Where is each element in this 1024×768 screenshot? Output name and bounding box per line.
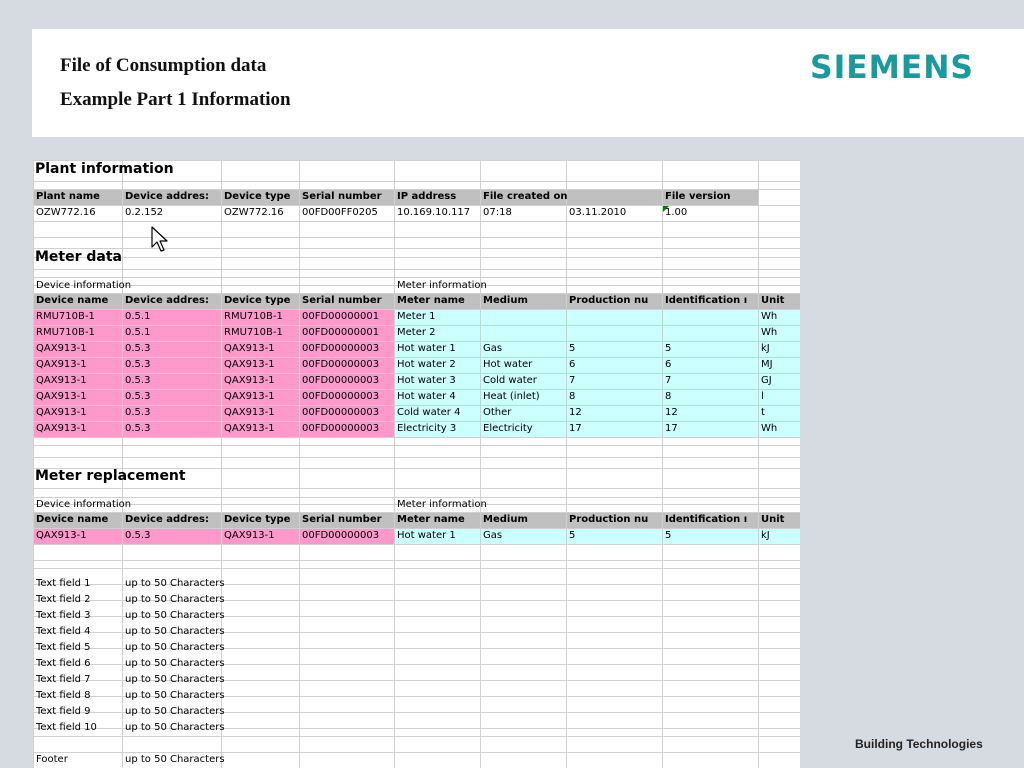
- meter-data-cell[interactable]: Hot water 4: [397, 391, 456, 402]
- meter-data-cell[interactable]: 8: [665, 391, 672, 402]
- footer-value[interactable]: up to 50 Characters: [125, 754, 225, 765]
- text-field-label[interactable]: Text field 10: [36, 722, 97, 733]
- meter-header-cell[interactable]: Meter name: [397, 295, 465, 306]
- meter-data-cell[interactable]: QAX913-1: [224, 375, 275, 386]
- meter-header-cell[interactable]: Medium: [483, 295, 528, 306]
- meter-data-cell[interactable]: 17: [569, 423, 582, 434]
- meter-data-cell[interactable]: 00FD00000001: [302, 327, 380, 338]
- replacement-data-cell[interactable]: Hot water 1: [397, 530, 456, 541]
- meter-data-cell[interactable]: 0.5.3: [125, 343, 151, 354]
- device-information-label: Device information: [36, 280, 132, 291]
- meter-data-cell[interactable]: 0.5.3: [125, 359, 151, 370]
- text-field-label[interactable]: Text field 3: [36, 610, 91, 621]
- plant-value-cell[interactable]: OZW772.16: [224, 207, 284, 218]
- meter-data-cell[interactable]: QAX913-1: [36, 343, 87, 354]
- meter-data-cell[interactable]: QAX913-1: [224, 343, 275, 354]
- meter-header-cell[interactable]: Device type: [224, 295, 291, 306]
- meter-data-cell[interactable]: 17: [665, 423, 678, 434]
- meter-data-cell[interactable]: 5: [665, 343, 672, 354]
- plant-value-cell[interactable]: 07:18: [483, 207, 512, 218]
- meter-data-cell[interactable]: QAX913-1: [36, 391, 87, 402]
- replacement-header-cell[interactable]: Device name: [36, 514, 109, 525]
- plant-header-cell[interactable]: File version: [665, 191, 731, 202]
- plant-value-cell[interactable]: OZW772.16: [36, 207, 96, 218]
- meter-data-cell[interactable]: 7: [569, 375, 576, 386]
- meter-data-cell[interactable]: QAX913-1: [36, 423, 87, 434]
- meter-data-cell[interactable]: Wh: [761, 327, 778, 338]
- plant-value-cell[interactable]: 03.11.2010: [569, 207, 627, 218]
- footer-brand: Building Technologies: [855, 737, 983, 751]
- mouse-pointer-icon: [151, 226, 169, 254]
- plant-information-title: Plant information: [35, 161, 174, 177]
- meter-data-cell[interactable]: 5: [569, 343, 576, 354]
- text-field-value[interactable]: up to 50 Characters: [125, 610, 225, 621]
- plant-header-cell[interactable]: IP address: [397, 191, 457, 202]
- meter-data-cell[interactable]: 0.5.3: [125, 407, 151, 418]
- meter-data-cell[interactable]: RMU710B-1: [224, 311, 283, 322]
- slide-subtitle: Example Part 1 Information: [60, 89, 291, 110]
- meter-data-cell[interactable]: QAX913-1: [36, 407, 87, 418]
- meter-data-cell[interactable]: RMU710B-1: [36, 327, 95, 338]
- meter-data-cell[interactable]: 0.5.1: [125, 311, 151, 322]
- meter-header-cell[interactable]: Serial number: [302, 295, 382, 306]
- meter-data-cell[interactable]: 00FD00000003: [302, 359, 380, 370]
- meter-data-cell[interactable]: QAX913-1: [36, 375, 87, 386]
- text-field-value[interactable]: up to 50 Characters: [125, 578, 225, 589]
- meter-data-cell[interactable]: Cold water 4: [397, 407, 461, 418]
- meter-data-cell[interactable]: QAX913-1: [224, 359, 275, 370]
- meter-data-cell[interactable]: GJ: [761, 375, 772, 386]
- meter-header-cell[interactable]: Device name: [36, 295, 109, 306]
- meter-data-cell[interactable]: Meter 2: [397, 327, 436, 338]
- meter-data-cell[interactable]: Hot water 1: [397, 343, 456, 354]
- text-field-label[interactable]: Text field 1: [36, 578, 91, 589]
- meter-data-cell[interactable]: 12: [665, 407, 678, 418]
- meter-data-cell[interactable]: 0.5.1: [125, 327, 151, 338]
- replacement-header-cell[interactable]: Serial number: [302, 514, 382, 525]
- siemens-logo: SIEMENS: [810, 48, 974, 86]
- replacement-header-cell[interactable]: Device type: [224, 514, 291, 525]
- meter-data-cell[interactable]: Wh: [761, 311, 778, 322]
- plant-value-cell[interactable]: 0.2.152: [125, 207, 164, 218]
- meter-data-cell[interactable]: 6: [569, 359, 576, 370]
- meter-data-cell[interactable]: 0.5.3: [125, 375, 151, 386]
- plant-value-cell[interactable]: 1.00: [665, 207, 688, 218]
- plant-value-cell[interactable]: 10.169.10.117: [397, 207, 471, 218]
- plant-value-cell[interactable]: 00FD00FF0205: [302, 207, 378, 218]
- meter-data-cell[interactable]: Meter 1: [397, 311, 436, 322]
- meter-data-cell[interactable]: MJ: [761, 359, 773, 370]
- text-field-value[interactable]: up to 50 Characters: [125, 642, 225, 653]
- text-field-label[interactable]: Text field 5: [36, 642, 91, 653]
- replacement-data-cell[interactable]: Gas: [483, 530, 503, 541]
- meter-data-cell[interactable]: QAX913-1: [36, 359, 87, 370]
- replacement-header-cell[interactable]: Identification ı: [665, 514, 748, 525]
- meter-data-cell[interactable]: 00FD00000003: [302, 407, 380, 418]
- meter-data-cell[interactable]: 00FD00000003: [302, 391, 380, 402]
- meter-data-cell[interactable]: 0.5.3: [125, 423, 151, 434]
- replacement-data-cell[interactable]: 0.5.3: [125, 530, 151, 541]
- text-field-label[interactable]: Text field 8: [36, 690, 91, 701]
- text-field-value[interactable]: up to 50 Characters: [125, 722, 225, 733]
- meter-information-label: Meter information: [397, 280, 487, 291]
- replacement-data-cell[interactable]: 00FD00000003: [302, 530, 380, 541]
- text-field-value[interactable]: up to 50 Characters: [125, 690, 225, 701]
- meter-data-cell[interactable]: Heat (inlet): [483, 391, 540, 402]
- meter-data-cell[interactable]: 7: [665, 375, 672, 386]
- text-field-value[interactable]: up to 50 Characters: [125, 674, 225, 685]
- meter-data-cell[interactable]: 00FD00000003: [302, 343, 380, 354]
- replacement-data-cell[interactable]: QAX913-1: [224, 530, 275, 541]
- replacement-header-cell[interactable]: Medium: [483, 514, 528, 525]
- meter-data-cell[interactable]: Hot water 3: [397, 375, 456, 386]
- meter-header-cell[interactable]: Unit: [761, 295, 785, 306]
- meter-data-cell[interactable]: t: [761, 407, 765, 418]
- text-field-label[interactable]: Text field 2: [36, 594, 91, 605]
- plant-header-cell[interactable]: Device type: [224, 191, 291, 202]
- meter-data-cell[interactable]: Other: [483, 407, 512, 418]
- meter-data-cell[interactable]: kJ: [761, 343, 770, 354]
- footer-label[interactable]: Footer: [36, 754, 68, 765]
- text-field-value[interactable]: up to 50 Characters: [125, 658, 225, 669]
- meter-data-cell[interactable]: Hot water 2: [397, 359, 456, 370]
- meter-data-cell[interactable]: Electricity: [483, 423, 533, 434]
- meter-data-cell[interactable]: Gas: [483, 343, 503, 354]
- meter-data-cell[interactable]: l: [761, 391, 764, 402]
- replacement-data-cell[interactable]: QAX913-1: [36, 530, 87, 541]
- meter-data-cell[interactable]: 6: [665, 359, 672, 370]
- meter-data-cell[interactable]: Cold water: [483, 375, 537, 386]
- meter-data-cell[interactable]: QAX913-1: [224, 391, 275, 402]
- slide-header: [32, 29, 1024, 137]
- replacement-data-cell[interactable]: 5: [665, 530, 672, 541]
- replacement-header-cell[interactable]: Device addres:: [125, 514, 209, 525]
- meter-data-title: Meter data: [35, 249, 123, 265]
- meter-header-cell[interactable]: Production nu: [569, 295, 649, 306]
- meter-data-cell[interactable]: 00FD00000003: [302, 423, 380, 434]
- text-field-label[interactable]: Text field 6: [36, 658, 91, 669]
- plant-header-cell[interactable]: File created on: [483, 191, 568, 202]
- replacement-data-cell[interactable]: kJ: [761, 530, 770, 541]
- plant-header-cell[interactable]: Serial number: [302, 191, 382, 202]
- text-field-value[interactable]: up to 50 Characters: [125, 626, 225, 637]
- meter-data-cell[interactable]: Hot water: [483, 359, 533, 370]
- plant-header-cell[interactable]: Plant name: [36, 191, 100, 202]
- text-field-label[interactable]: Text field 9: [36, 706, 91, 717]
- replacement-header-cell[interactable]: Meter name: [397, 514, 465, 525]
- meter-data-cell[interactable]: QAX913-1: [224, 423, 275, 434]
- text-field-value[interactable]: up to 50 Characters: [125, 706, 225, 717]
- meter-data-cell[interactable]: 8: [569, 391, 576, 402]
- plant-header-cell[interactable]: Device addres:: [125, 191, 209, 202]
- slide-title: File of Consumption data: [60, 55, 267, 76]
- meter-data-cell[interactable]: 0.5.3: [125, 391, 151, 402]
- meter-data-cell[interactable]: Wh: [761, 423, 778, 434]
- text-field-label[interactable]: Text field 7: [36, 674, 91, 685]
- text-field-label[interactable]: Text field 4: [36, 626, 91, 637]
- meter-data-cell[interactable]: 12: [569, 407, 582, 418]
- meter-replacement-title: Meter replacement: [35, 468, 186, 484]
- replacement-data-cell[interactable]: 5: [569, 530, 576, 541]
- spreadsheet[interactable]: [33, 160, 800, 768]
- meter-data-cell[interactable]: RMU710B-1: [36, 311, 95, 322]
- meter-header-cell[interactable]: Device addres:: [125, 295, 209, 306]
- text-field-value[interactable]: up to 50 Characters: [125, 594, 225, 605]
- meter-data-cell[interactable]: RMU710B-1: [224, 327, 283, 338]
- meter-data-cell[interactable]: QAX913-1: [224, 407, 275, 418]
- meter-data-cell[interactable]: Electricity 3: [397, 423, 457, 434]
- replacement-header-cell[interactable]: Production nu: [569, 514, 649, 525]
- meter-data-cell[interactable]: 00FD00000001: [302, 311, 380, 322]
- meter-header-cell[interactable]: Identification ı: [665, 295, 748, 306]
- meter-data-cell[interactable]: 00FD00000003: [302, 375, 380, 386]
- meter-information-label: Meter information: [397, 499, 487, 510]
- replacement-header-cell[interactable]: Unit: [761, 514, 785, 525]
- device-information-label: Device information: [36, 499, 132, 510]
